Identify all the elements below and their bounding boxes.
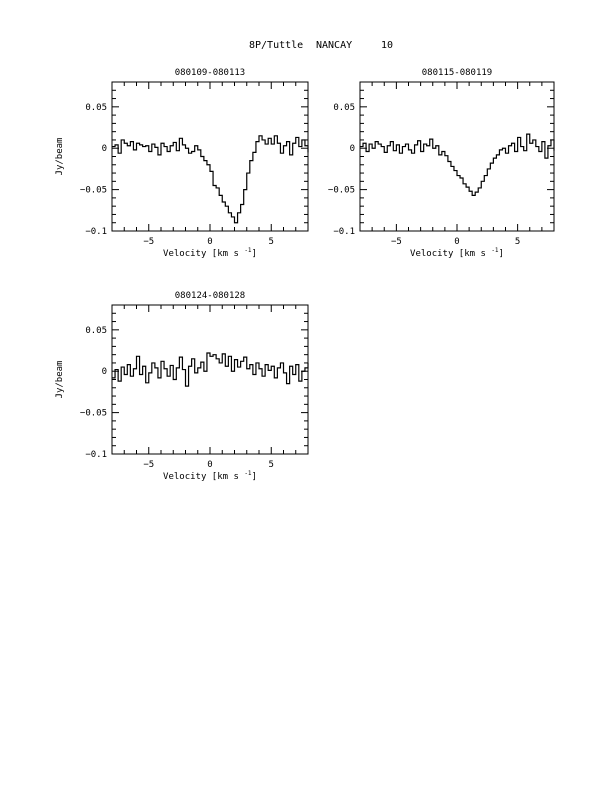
y-tick-label: −0.05 [327, 185, 355, 196]
plot-frame [112, 305, 308, 454]
y-tick-label: 0 [101, 367, 107, 378]
spectrum-line [112, 136, 308, 223]
y-tick-label: −0.1 [333, 227, 355, 237]
x-tick-label: −5 [390, 237, 402, 247]
x-axis-label-close: ] [251, 472, 257, 482]
y-axis-label: Jy/beam [55, 137, 65, 176]
x-tick-label: −5 [143, 460, 155, 470]
x-tick-label: 5 [268, 460, 274, 470]
x-axis-label-superscript: -1 [244, 247, 252, 254]
x-axis-label-text: Velocity [km s [410, 249, 492, 259]
x-tick-label: 0 [207, 460, 213, 470]
figure-title-site: NANCAY [316, 40, 353, 51]
x-tick-label: 5 [268, 237, 274, 247]
panel-title: 080109-080113 [174, 68, 246, 78]
y-tick-label: −0.05 [79, 408, 107, 419]
x-axis-label [163, 470, 257, 482]
spectrum-panel-2 [328, 68, 554, 259]
spectrum-line [112, 353, 308, 386]
spectrum-panel-1 [55, 68, 308, 259]
x-tick-label: −5 [143, 237, 155, 247]
x-axis-label-close: ] [251, 249, 257, 259]
x-tick-label: 0 [454, 237, 460, 247]
spectrum-panel-3 [55, 291, 308, 482]
y-tick-label: 0 [349, 144, 355, 155]
panel-title: 080124-080128 [174, 291, 246, 301]
x-axis-label-close: ] [498, 249, 504, 259]
y-tick-label: −0.1 [85, 227, 107, 237]
figure-title-number: 10 [381, 40, 394, 51]
y-tick-label: 0 [101, 144, 107, 155]
y-tick-label: −0.05 [79, 185, 107, 196]
x-axis-label-text: Velocity [km s [163, 472, 245, 482]
y-tick-label: −0.1 [85, 450, 107, 460]
x-axis-label-text: Velocity [km s [163, 249, 245, 259]
plot-frame [112, 82, 308, 231]
x-axis-label-superscript: -1 [244, 470, 252, 477]
y-axis-label: Jy/beam [55, 360, 65, 399]
x-axis-label [410, 247, 504, 259]
figure-title-object: 8P/Tuttle [249, 40, 304, 51]
y-tick-label: 0.05 [333, 102, 355, 113]
y-tick-label: 0.05 [85, 325, 107, 336]
plot-frame [360, 82, 554, 231]
x-tick-label: 5 [514, 237, 521, 247]
x-axis-label-superscript: -1 [491, 247, 499, 254]
x-tick-label: 0 [207, 237, 213, 247]
panel-title: 080115-080119 [421, 68, 493, 78]
y-tick-label: 0.05 [85, 102, 107, 113]
x-axis-label [163, 247, 257, 259]
spectrum-line [360, 134, 554, 195]
